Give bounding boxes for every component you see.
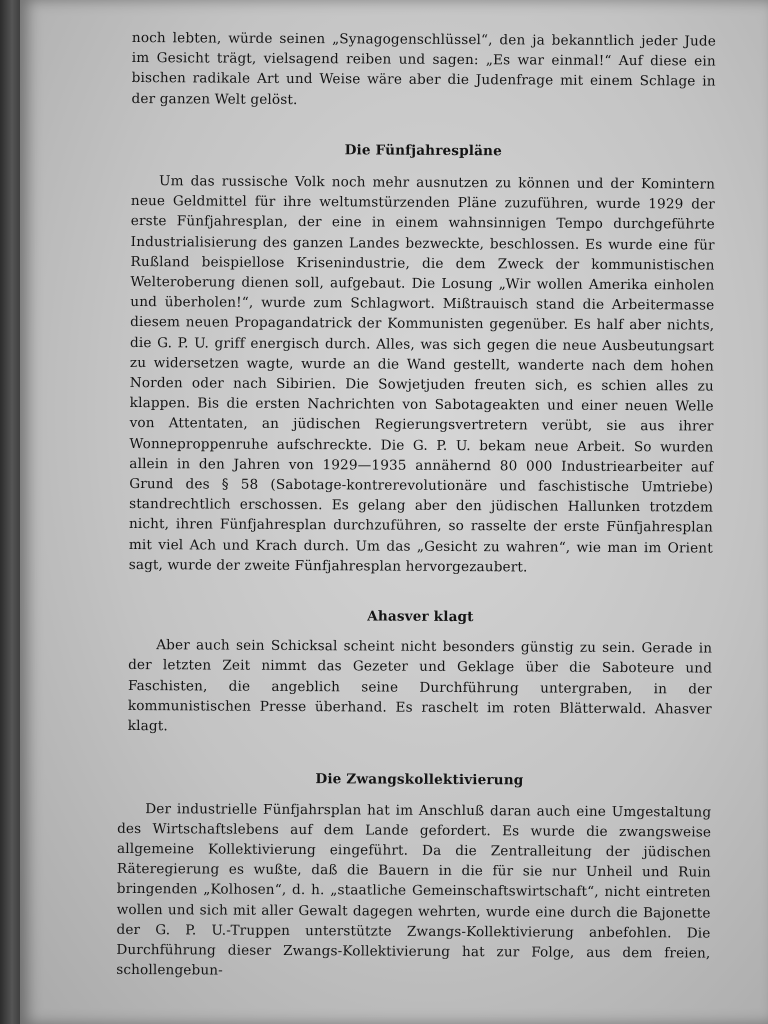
page-text-block — [116, 28, 716, 984]
paragraph-ahasver-klagt: Aber auch sein Schicksal scheint nicht besonders günstig zu sein. Gerade in der letzten Zeit nimmt das Gezeter und Geklage über die Saboteure und Faschisten, die angeblich seine Durchführung untergraben, in der kommunistischen Presse überhand. Es raschelt im roten Blätterwald. Ahasver klagt. — [127, 637, 713, 735]
section-heading-zwangskollektivierung: Die Zwangskollektivierung — [315, 771, 524, 789]
section-heading-ahasver-klagt: Ahasver klagt — [367, 608, 474, 626]
book-page — [20, 0, 768, 1024]
paragraph-fuenfjahresplaene: Um das russische Volk noch mehr ausnutzen zu können und der Komintern neue Geldmittel für ihre weltumstürzenden Pläne zuzuführen, wurde 1929 der erste Fünfjahresplan, der eine in einem wahnsinnigen Tempo durchgeführte Industrialisierung des ganzen Landes bezweckte, beschlossen. Es wurde eine für Rußland beispiellose Krisenindustrie, die dem Zweck der kommunistischen Welteroberung dienen soll, aufgebaut. Die Losung „Wir wollen Amerika einholen und überholen!“, wurde zum Schlagwort. Mißtrauisch stand die Arbeitermasse diesem neuen Propagandatrick der Kommunisten gegenüber. Es half aber nichts, die G. P. U. griff energisch durch. Alles, was sich gegen die neue Ausbeutungsart zu widersetzen wagte, wurde an die Wand gestellt, wanderte nach dem hohen Norden oder nach Sibirien. Die Sowjetjuden freuten sich, es schien alles zu klappen. Bis die ersten Nachrichten von Sabotageakten und einer neuen Welle von Attentaten, an jüdischen Regierungsvertretern verübt, sie aus ihrer Wonneproppenruhe aufschreckte. Die G. P. U. bekam neue Arbeit. So wurden allein in den Jahren von 1929—1935 annähernd 80 000 Industriearbeiter auf Grund des § 58 (Sabotage-kontrerevolutionäre und faschistische Umtriebe) standrechtlich erschossen. Es gelang aber den jüdischen Hallunken trotzdem nicht, ihren Fünfjahresplan durchzuführen, so rasselte der erste Fünfjahresplan mit viel Ach und Krach durch. Um das „Gesicht zu wahren“, wie man im Orient sagt, wurde der zweite Fünfjahresplan hervorgezaubert. — [128, 173, 716, 576]
intro-paragraph: noch lebten, würde seinen „Synagogenschlüssel“, den ja bekanntlich jeder Jude im Gesicht trägt, vielsagend reiben und sagen: „Es war einmal!“ Auf diese ein bischen radikale Art und Weise wäre aber die Judenfrage mit einem Schlage in der ganzen Welt gelöst. — [131, 29, 716, 108]
section-heading-fuenfjahresplaene: Die Fünfjahrespläne — [344, 142, 502, 160]
paragraph-zwangskollektivierung: Der industrielle Fünfjahrsplan hat im Anschluß daran auch eine Umgestaltung des Wirtschaftslebens auf dem Lande gefordert. Es wurde die zwangsweise allgemeine Kollektivierung eingeführt. Da die Zentralleitung der jüdischen Räteregierung es wußte, daß die Bauern in die für sie nur Unheil und Ruin bringenden „Kolhosen“, d. h. „staatliche Gemeinschaftswirtschaft“, nicht eintreten wollen und sich mit aller Gewalt dagegen wehrten, wurde eine durch die Bajonette der G. P. U.-Truppen unterstützte Zwangs-Kollektivierung anbefohlen. Die Durchführung dieser Zwangs-Kollektivierung hat zur Folge, aus dem freien, schollengebun- — [116, 800, 712, 979]
